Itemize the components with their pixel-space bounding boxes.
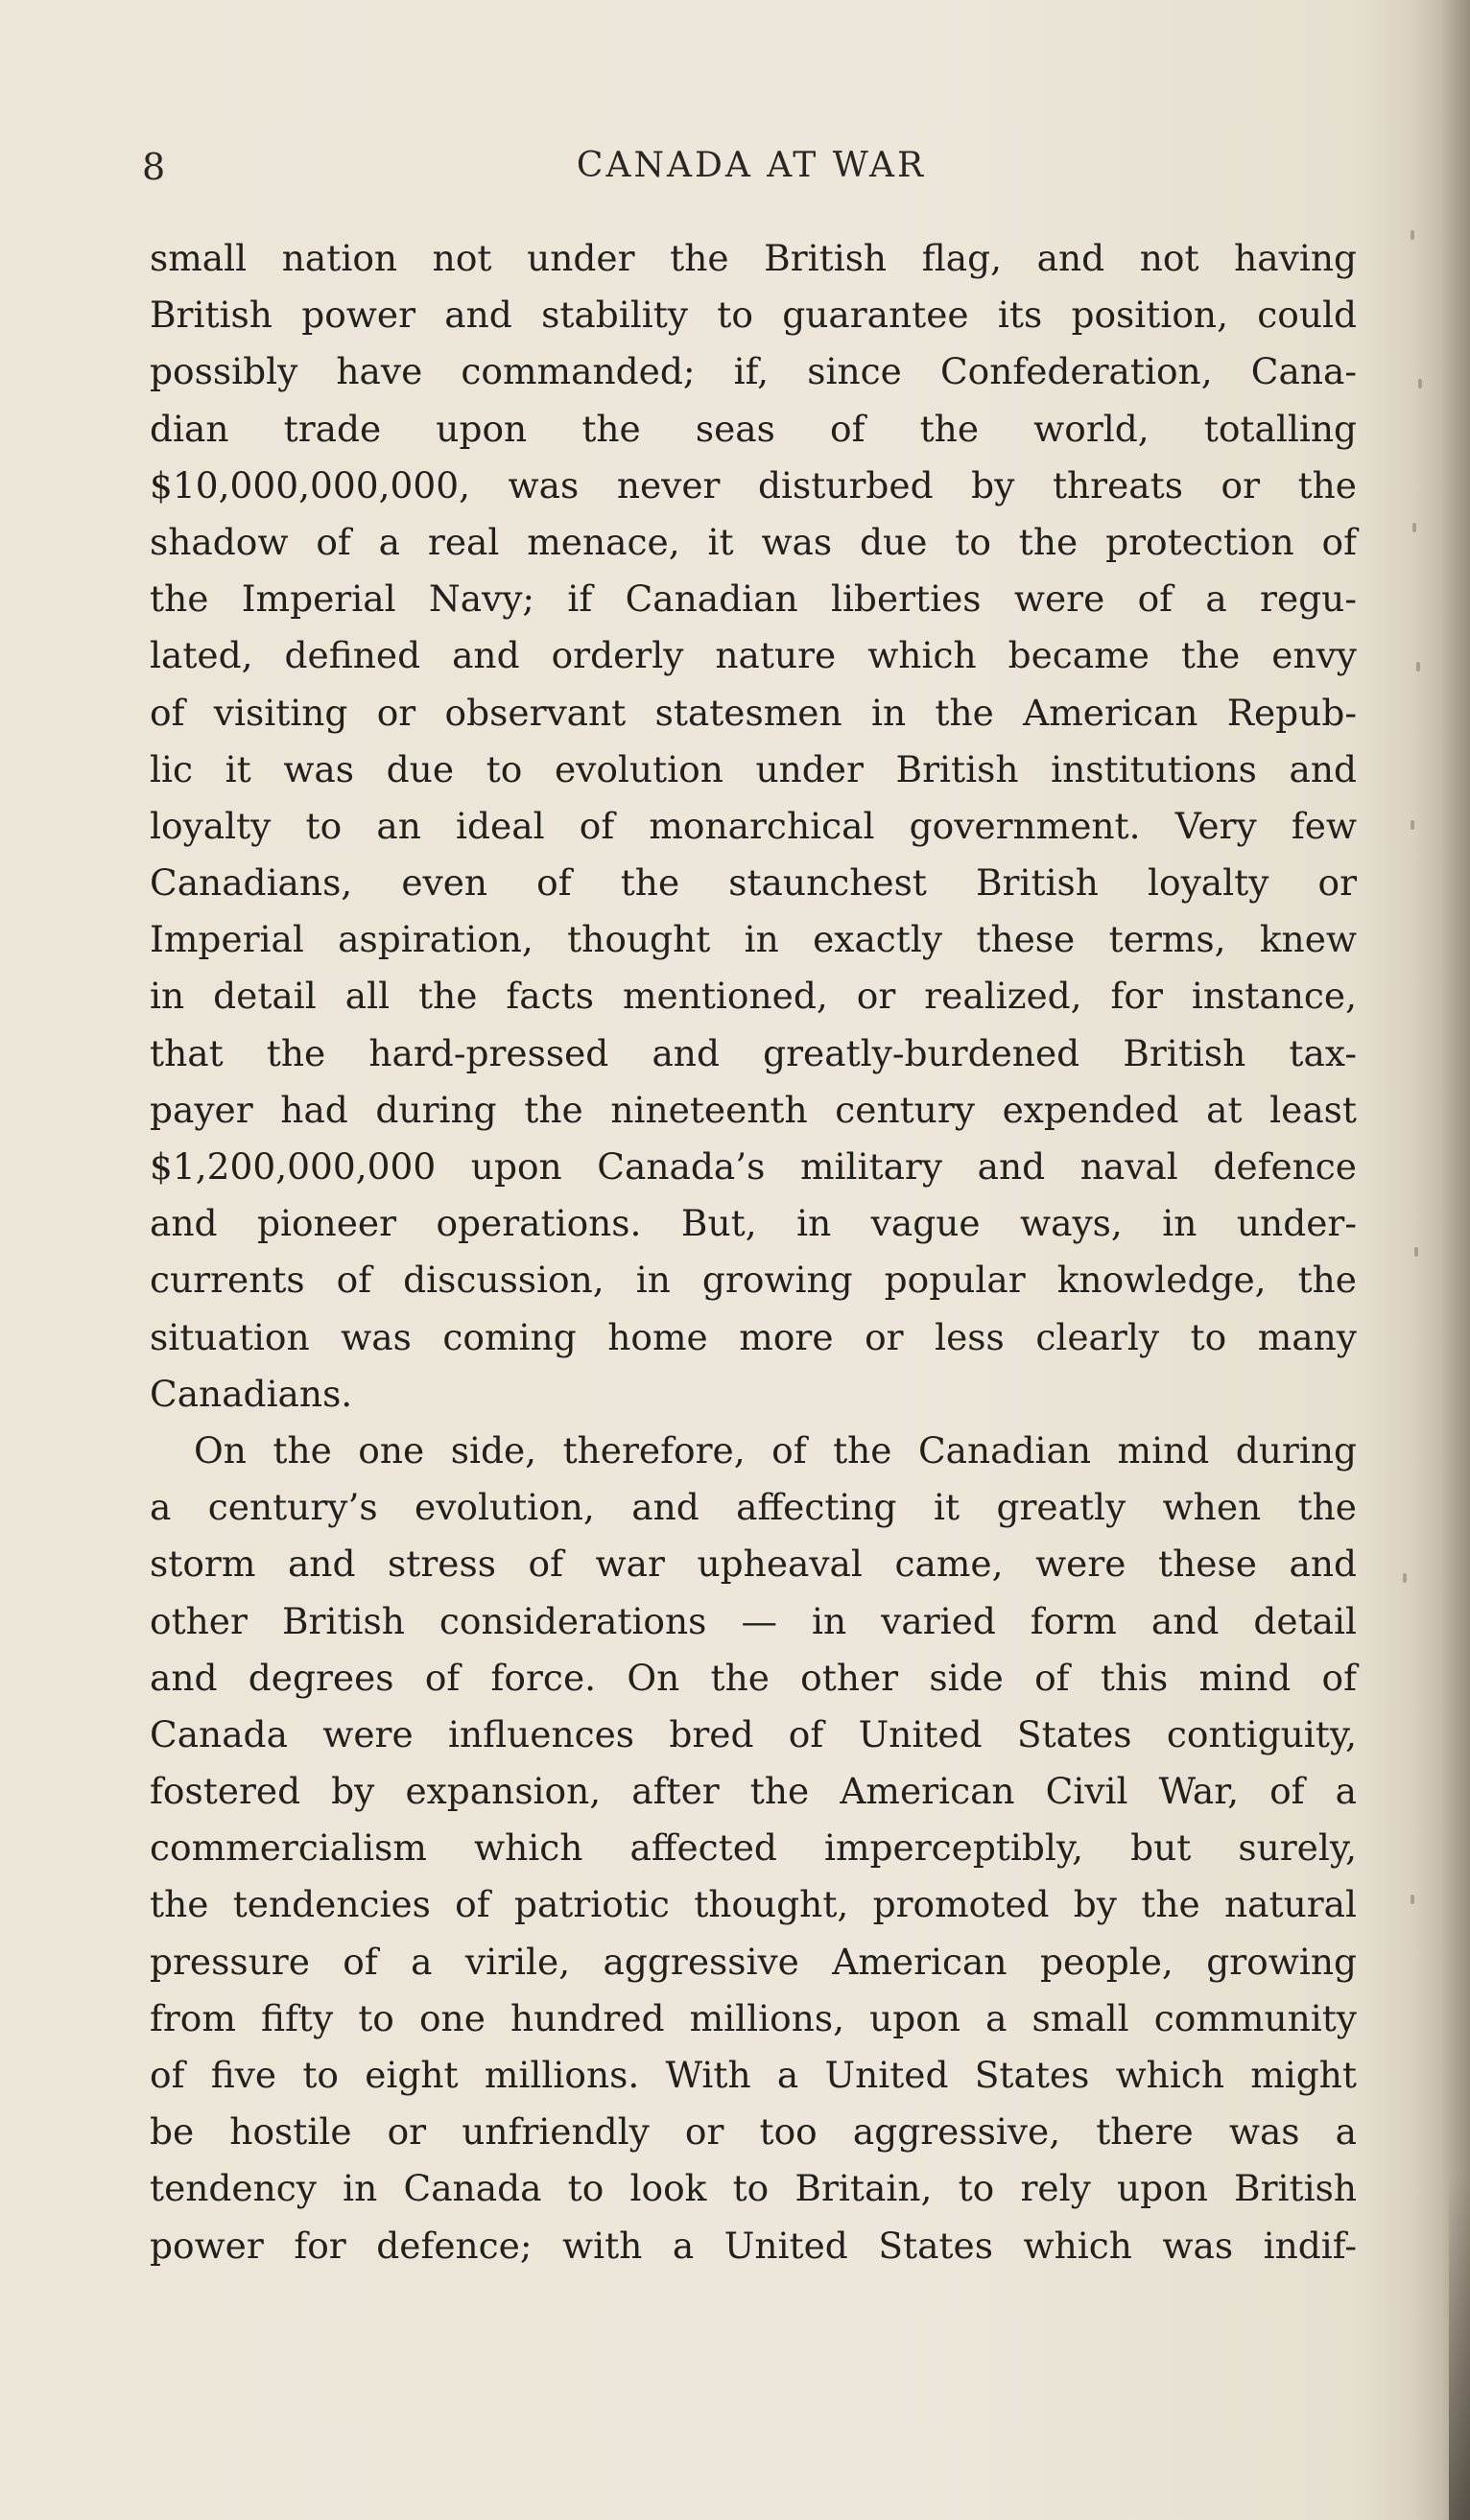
text-line: Imperial aspiration, thought in exactly these terms, knew xyxy=(150,918,1357,961)
text-line: $1,200,000,000 upon Canada’s military and naval defence xyxy=(150,1145,1357,1188)
paragraph-1 xyxy=(150,230,1357,1423)
text-line: On the one side, therefore, of the Canadian mind during xyxy=(194,1428,1357,1472)
text-line: other British considerations — in varied form and detail xyxy=(150,1599,1357,1642)
text-line: be hostile or unfriendly or too aggressive, there was a xyxy=(150,2110,1357,2154)
text-line: fostered by expansion, after the American Civil War, of a xyxy=(150,1770,1357,1813)
text-line: situation was coming home more or less clearly to many xyxy=(150,1315,1357,1358)
paper-speck xyxy=(1414,1247,1418,1257)
page-header xyxy=(142,146,1361,194)
paper-speck xyxy=(1416,662,1420,671)
page-edge-shadow xyxy=(1412,0,1470,2520)
text-line: that the hard-pressed and greatly-burdened British tax- xyxy=(150,1031,1357,1074)
paper-speck xyxy=(1411,820,1414,830)
text-line: small nation not under the British flag, and not having xyxy=(150,237,1357,279)
text-line: power for defence; with a United States which was indif- xyxy=(150,2224,1357,2267)
text-line: commercialism which affected imperceptibly, but surely, xyxy=(150,1826,1357,1870)
text-line: in detail all the facts mentioned, or realized, for instance, xyxy=(150,975,1357,1018)
text-line: currents of discussion, in growing popular knowledge, the xyxy=(150,1259,1357,1302)
text-line: payer had during the nineteenth century expended at least xyxy=(150,1088,1357,1131)
text-line: Canada were influences bred of United States contiguity, xyxy=(150,1712,1357,1755)
text-line: from fifty to one hundred millions, upon a small community xyxy=(150,1996,1357,2039)
paper-speck xyxy=(1411,230,1414,240)
page-edge-binding xyxy=(1449,2175,1470,2520)
paper-speck xyxy=(1411,1895,1414,1904)
text-line: of five to eight millions. With a United States which might xyxy=(150,2054,1357,2096)
paper-speck xyxy=(1403,1573,1407,1583)
text-line: pressure of a virile, aggressive American people, growing xyxy=(150,1940,1357,1983)
text-line: $10,000,000,000, was never disturbed by threats or the xyxy=(150,463,1357,506)
body-text xyxy=(150,230,1357,2274)
text-line: lated, defined and orderly nature which became the envy xyxy=(150,634,1357,677)
text-line: a century’s evolution, and affecting it greatly when the xyxy=(150,1486,1357,1529)
text-line: of visiting or observant statesmen in the American Repub- xyxy=(150,691,1357,734)
text-line: possibly have commanded; if, since Confederation, Cana- xyxy=(150,350,1357,393)
page-number: 8 xyxy=(142,146,166,188)
text-line: loyalty to an ideal of monarchical government. Very few xyxy=(150,804,1357,847)
text-line: and pioneer operations. But, in vague ways, in under- xyxy=(150,1202,1357,1245)
text-line: and degrees of force. On the other side of this mind of xyxy=(150,1656,1357,1699)
text-line: the tendencies of patriotic thought, promoted by the natural xyxy=(150,1883,1357,1926)
paragraph-2 xyxy=(150,1423,1357,2274)
text-line: dian trade upon the seas of the world, totalling xyxy=(150,407,1357,450)
paper-speck xyxy=(1418,379,1422,389)
text-line: Canadians, even of the staunchest British loyalty or xyxy=(150,861,1357,905)
text-line: British power and stability to guarantee its position, could xyxy=(150,294,1357,337)
text-line: tendency in Canada to look to Britain, to rely upon British xyxy=(150,2167,1357,2210)
running-head: CANADA AT WAR xyxy=(576,146,927,185)
text-line: the Imperial Navy; if Canadian liberties were of a regu- xyxy=(150,577,1357,621)
paper-speck xyxy=(1412,523,1416,532)
text-line: shadow of a real menace, it was due to the protection of xyxy=(150,520,1357,563)
text-line: Canadians. xyxy=(150,1372,353,1415)
text-line: storm and stress of war upheaval came, were these and xyxy=(150,1543,1357,1586)
text-line: lic it was due to evolution under British institutions and xyxy=(150,747,1357,790)
